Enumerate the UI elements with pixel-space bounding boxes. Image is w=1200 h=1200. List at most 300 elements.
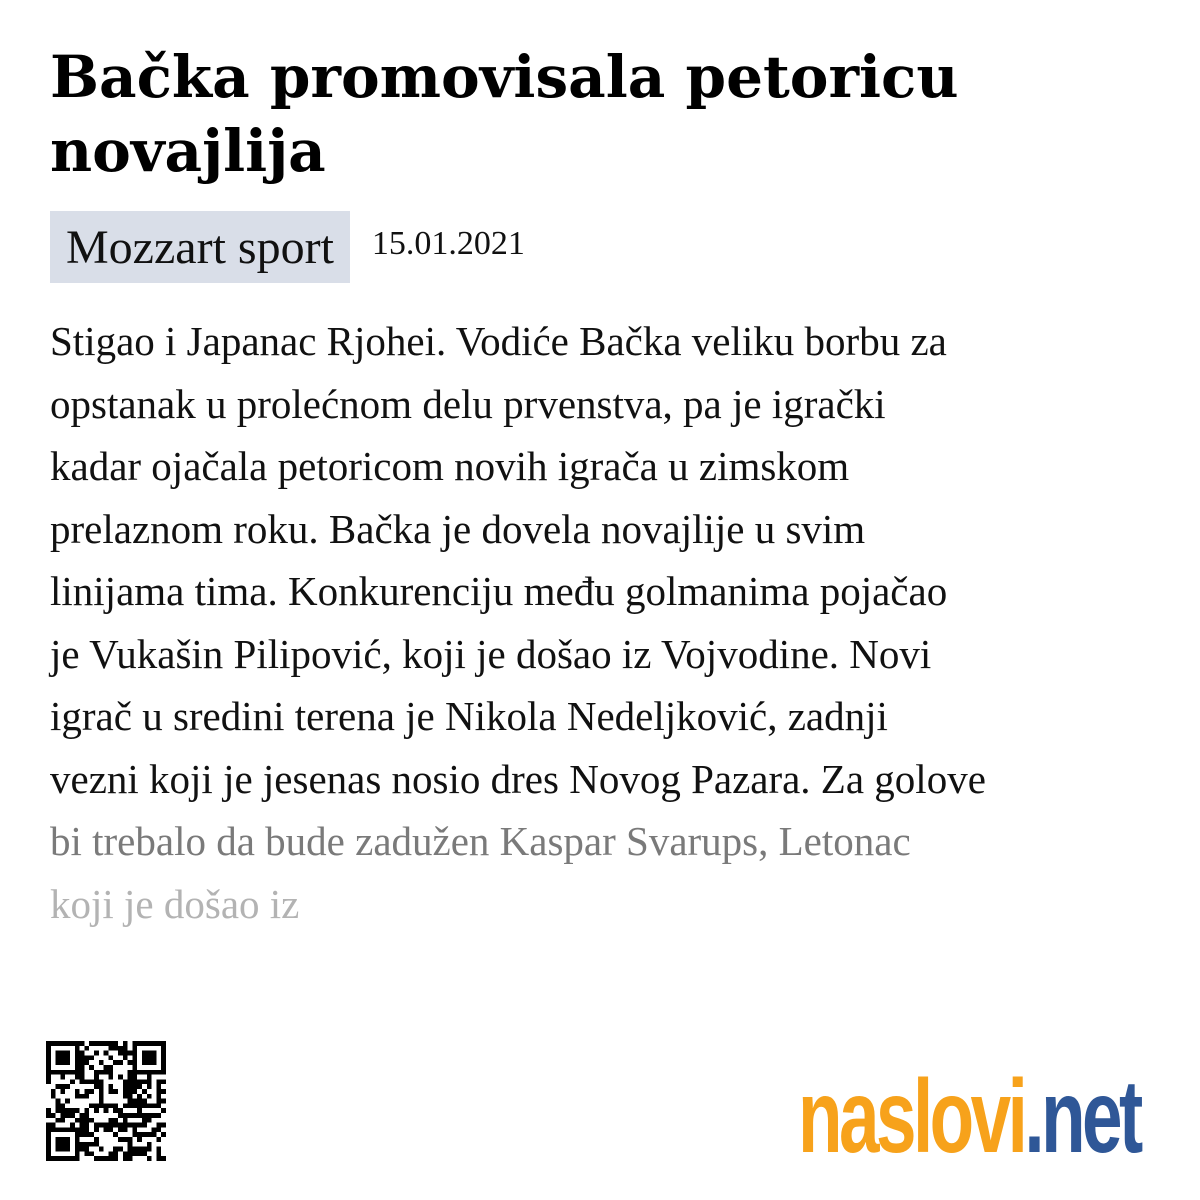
qr-module — [132, 1084, 137, 1089]
qr-module — [132, 1151, 137, 1156]
qr-module — [152, 1041, 157, 1046]
qr-module — [147, 1060, 152, 1065]
qr-module — [94, 1084, 99, 1089]
qr-module — [118, 1108, 123, 1113]
qr-module — [132, 1089, 137, 1094]
qr-module — [75, 1046, 80, 1051]
qr-module — [108, 1103, 113, 1108]
qr-module — [80, 1079, 85, 1084]
qr-module — [89, 1055, 94, 1060]
qr-module — [94, 1079, 99, 1084]
qr-module — [99, 1099, 104, 1104]
qr-module — [113, 1108, 118, 1113]
qr-module — [56, 1070, 61, 1075]
qr-module — [89, 1079, 94, 1084]
article-meta — [50, 211, 525, 283]
qr-module — [65, 1041, 70, 1046]
qr-module — [132, 1075, 137, 1080]
qr-module — [161, 1055, 166, 1060]
qr-module — [65, 1084, 70, 1089]
qr-module — [128, 1051, 133, 1056]
qr-module — [65, 1051, 70, 1056]
qr-module — [128, 1070, 133, 1075]
qr-module — [75, 1151, 80, 1156]
qr-module — [75, 1132, 80, 1137]
qr-module — [46, 1127, 51, 1132]
qr-module — [104, 1065, 109, 1070]
qr-module — [156, 1147, 161, 1152]
qr-module — [123, 1151, 128, 1156]
qr-module — [123, 1084, 128, 1089]
qr-module — [60, 1070, 65, 1075]
qr-module — [70, 1113, 75, 1118]
qr-module — [75, 1051, 80, 1056]
qr-module — [156, 1089, 161, 1094]
qr-code-icon[interactable] — [46, 1038, 166, 1164]
qr-module — [99, 1070, 104, 1075]
qr-module — [113, 1132, 118, 1137]
qr-module — [123, 1123, 128, 1128]
qr-module — [60, 1118, 65, 1123]
publish-date: 15.01.2021 — [371, 225, 525, 262]
qr-module — [56, 1084, 61, 1089]
qr-module — [132, 1079, 137, 1084]
qr-module — [142, 1055, 147, 1060]
qr-module — [156, 1113, 161, 1118]
qr-module — [123, 1156, 128, 1161]
qr-module — [161, 1065, 166, 1070]
qr-module — [108, 1156, 113, 1161]
qr-module — [84, 1089, 89, 1094]
qr-module — [75, 1041, 80, 1046]
qr-module — [132, 1055, 137, 1060]
qr-module — [94, 1075, 99, 1080]
qr-module — [60, 1137, 65, 1142]
qr-module — [80, 1065, 85, 1070]
qr-module — [113, 1089, 118, 1094]
qr-module — [60, 1055, 65, 1060]
qr-module — [113, 1046, 118, 1051]
qr-module — [142, 1089, 147, 1094]
qr-module — [99, 1123, 104, 1128]
qr-module — [56, 1099, 61, 1104]
qr-module — [147, 1084, 152, 1089]
qr-module — [99, 1041, 104, 1046]
qr-module — [156, 1127, 161, 1132]
qr-module — [60, 1142, 65, 1147]
qr-module — [123, 1127, 128, 1132]
qr-module — [46, 1147, 51, 1152]
qr-module — [123, 1137, 128, 1142]
qr-module — [137, 1099, 142, 1104]
qr-module — [156, 1070, 161, 1075]
qr-module — [70, 1070, 75, 1075]
qr-module — [89, 1151, 94, 1156]
qr-module — [84, 1132, 89, 1137]
qr-module — [70, 1123, 75, 1128]
qr-module — [51, 1156, 56, 1161]
qr-module — [137, 1084, 142, 1089]
qr-module — [80, 1113, 85, 1118]
qr-module — [132, 1113, 137, 1118]
qr-module — [56, 1142, 61, 1147]
qr-module — [147, 1070, 152, 1075]
qr-module — [123, 1041, 128, 1046]
qr-module — [161, 1156, 166, 1161]
qr-module — [118, 1137, 123, 1142]
qr-module — [137, 1137, 142, 1142]
qr-module — [104, 1041, 109, 1046]
qr-module — [152, 1060, 157, 1065]
qr-module — [147, 1142, 152, 1147]
qr-module — [108, 1118, 113, 1123]
qr-module — [161, 1089, 166, 1094]
qr-module — [89, 1065, 94, 1070]
qr-module — [65, 1099, 70, 1104]
body-line: je Vukašin Pilipović, koji je došao iz Vojvodine. Novi — [50, 630, 932, 677]
qr-module — [128, 1137, 133, 1142]
qr-module — [94, 1123, 99, 1128]
qr-module — [75, 1156, 80, 1161]
qr-module — [156, 1137, 161, 1142]
qr-module — [142, 1070, 147, 1075]
qr-module — [46, 1041, 51, 1046]
qr-module — [137, 1151, 142, 1156]
qr-module — [51, 1113, 56, 1118]
qr-module — [104, 1108, 109, 1113]
qr-module — [70, 1127, 75, 1132]
body-line-faded: koji je došao iz — [50, 880, 300, 927]
article-body — [50, 310, 1170, 935]
body-line: vezni koji je jesenas nosio dres Novog Pazara. Za golove — [50, 755, 986, 802]
qr-module — [65, 1142, 70, 1147]
qr-module — [123, 1118, 128, 1123]
qr-module — [108, 1151, 113, 1156]
qr-module — [128, 1060, 133, 1065]
qr-module — [80, 1075, 85, 1080]
qr-module — [118, 1046, 123, 1051]
qr-module — [108, 1065, 113, 1070]
qr-module — [65, 1060, 70, 1065]
qr-module — [94, 1156, 99, 1161]
qr-module — [56, 1060, 61, 1065]
qr-module — [156, 1103, 161, 1108]
qr-module — [80, 1123, 85, 1128]
naslovi-logo[interactable] — [798, 1059, 1140, 1175]
qr-module — [60, 1156, 65, 1161]
qr-module — [75, 1127, 80, 1132]
qr-module — [46, 1051, 51, 1056]
qr-module — [65, 1108, 70, 1113]
qr-module — [132, 1147, 137, 1152]
qr-module — [46, 1060, 51, 1065]
qr-module — [161, 1123, 166, 1128]
qr-module — [94, 1108, 99, 1113]
qr-module — [80, 1094, 85, 1099]
qr-module — [128, 1075, 133, 1080]
qr-module — [147, 1113, 152, 1118]
qr-module — [108, 1127, 113, 1132]
qr-module — [156, 1041, 161, 1046]
qr-module — [108, 1070, 113, 1075]
qr-module — [75, 1065, 80, 1070]
qr-module — [60, 1103, 65, 1108]
qr-module — [60, 1060, 65, 1065]
qr-module — [147, 1147, 152, 1152]
qr-module — [70, 1079, 75, 1084]
qr-module — [147, 1094, 152, 1099]
logo-text-main: naslovi — [798, 1059, 1025, 1175]
qr-module — [46, 1142, 51, 1147]
qr-module — [137, 1147, 142, 1152]
qr-module — [123, 1113, 128, 1118]
qr-module — [156, 1084, 161, 1089]
qr-module — [118, 1051, 123, 1056]
source-badge[interactable]: Mozzart sport — [50, 211, 350, 283]
qr-module — [142, 1051, 147, 1056]
qr-module — [128, 1113, 133, 1118]
body-line: linijama tima. Konkurenciju među golmanima pojačao — [50, 568, 948, 614]
qr-module — [46, 1156, 51, 1161]
qr-module — [147, 1055, 152, 1060]
qr-module — [60, 1051, 65, 1056]
qr-module — [60, 1147, 65, 1152]
qr-module — [113, 1156, 118, 1161]
qr-module — [99, 1103, 104, 1108]
qr-module — [156, 1079, 161, 1084]
qr-module — [147, 1041, 152, 1046]
qr-module — [118, 1075, 123, 1080]
qr-module — [80, 1070, 85, 1075]
qr-module — [132, 1132, 137, 1137]
qr-module — [80, 1060, 85, 1065]
body-line: igrač u sredini terena je Nikola Nedeljković, zadnji — [50, 693, 888, 739]
qr-module — [161, 1051, 166, 1056]
qr-module — [75, 1108, 80, 1113]
qr-module — [132, 1103, 137, 1108]
qr-module — [51, 1041, 56, 1046]
qr-module — [152, 1051, 157, 1056]
qr-module — [89, 1041, 94, 1046]
qr-module — [113, 1147, 118, 1152]
qr-module — [99, 1147, 104, 1152]
qr-module — [56, 1118, 61, 1123]
qr-module — [94, 1041, 99, 1046]
qr-module — [161, 1046, 166, 1051]
qr-module — [75, 1070, 80, 1075]
qr-module — [104, 1156, 109, 1161]
qr-module — [56, 1108, 61, 1113]
qr-module — [89, 1118, 94, 1123]
qr-module — [46, 1070, 51, 1075]
body-line: opstanak u prolećnom delu prvenstva, pa je igrački — [50, 380, 886, 427]
qr-module — [137, 1108, 142, 1113]
qr-module — [147, 1075, 152, 1080]
qr-module — [128, 1147, 133, 1152]
qr-module — [70, 1041, 75, 1046]
qr-module — [132, 1051, 137, 1056]
qr-module — [118, 1147, 123, 1152]
qr-module — [142, 1079, 147, 1084]
qr-module — [161, 1041, 166, 1046]
qr-module — [65, 1070, 70, 1075]
qr-module — [147, 1103, 152, 1108]
logo-text-tld: .net — [1024, 1059, 1140, 1175]
body-line: prelaznom roku. Bačka je dovela novajlije u svim — [50, 505, 866, 552]
qr-module — [84, 1118, 89, 1123]
qr-module — [84, 1147, 89, 1152]
qr-module — [80, 1055, 85, 1060]
qr-module — [70, 1108, 75, 1113]
qr-module — [137, 1070, 142, 1075]
qr-module — [123, 1089, 128, 1094]
qr-module — [75, 1137, 80, 1142]
qr-module — [75, 1055, 80, 1060]
qr-module — [94, 1103, 99, 1108]
qr-module — [84, 1108, 89, 1113]
qr-module — [89, 1132, 94, 1137]
qr-module — [137, 1123, 142, 1128]
qr-module — [152, 1113, 157, 1118]
qr-module — [108, 1046, 113, 1051]
qr-module — [94, 1137, 99, 1142]
qr-module — [137, 1041, 142, 1046]
qr-module — [51, 1070, 56, 1075]
qr-module — [99, 1089, 104, 1094]
qr-module — [128, 1156, 133, 1161]
qr-module — [137, 1113, 142, 1118]
qr-module — [84, 1151, 89, 1156]
qr-module — [46, 1046, 51, 1051]
qr-module — [152, 1132, 157, 1137]
qr-module — [51, 1127, 56, 1132]
qr-module — [65, 1127, 70, 1132]
qr-module — [108, 1089, 113, 1094]
qr-module — [80, 1127, 85, 1132]
qr-module — [128, 1089, 133, 1094]
qr-module — [56, 1055, 61, 1060]
qr-module — [132, 1127, 137, 1132]
qr-module — [128, 1151, 133, 1156]
qr-module — [65, 1113, 70, 1118]
qr-module — [46, 1079, 51, 1084]
qr-module — [56, 1156, 61, 1161]
body-line-faded: bi trebalo da bude zadužen Kaspar Svarups, Letonac — [50, 818, 911, 864]
qr-module — [75, 1147, 80, 1152]
qr-module — [137, 1094, 142, 1099]
qr-module — [89, 1103, 94, 1108]
qr-module — [142, 1123, 147, 1128]
qr-module — [156, 1099, 161, 1104]
qr-module — [123, 1055, 128, 1060]
qr-module — [75, 1094, 80, 1099]
qr-module — [156, 1123, 161, 1128]
qr-module — [60, 1041, 65, 1046]
qr-module — [99, 1156, 104, 1161]
qr-module — [118, 1123, 123, 1128]
qr-module — [108, 1123, 113, 1128]
qr-module — [161, 1060, 166, 1065]
qr-module — [80, 1142, 85, 1147]
qr-module — [142, 1060, 147, 1065]
qr-module — [56, 1051, 61, 1056]
qr-module — [46, 1065, 51, 1070]
qr-module — [84, 1142, 89, 1147]
qr-module — [137, 1103, 142, 1108]
qr-module — [152, 1055, 157, 1060]
qr-module — [152, 1103, 157, 1108]
qr-module — [84, 1060, 89, 1065]
qr-module — [132, 1065, 137, 1070]
qr-module — [137, 1079, 142, 1084]
qr-module — [147, 1079, 152, 1084]
qr-module — [46, 1151, 51, 1156]
qr-module — [104, 1070, 109, 1075]
qr-module — [84, 1127, 89, 1132]
qr-module — [118, 1113, 123, 1118]
qr-module — [132, 1041, 137, 1046]
qr-module — [46, 1137, 51, 1142]
qr-module — [147, 1156, 152, 1161]
qr-module — [152, 1127, 157, 1132]
qr-module — [94, 1127, 99, 1132]
qr-module — [128, 1079, 133, 1084]
qr-module — [84, 1055, 89, 1060]
qr-module — [60, 1108, 65, 1113]
qr-module — [128, 1103, 133, 1108]
qr-module — [142, 1041, 147, 1046]
qr-module — [99, 1060, 104, 1065]
qr-module — [142, 1132, 147, 1137]
qr-module — [132, 1123, 137, 1128]
qr-module — [60, 1113, 65, 1118]
qr-module — [46, 1132, 51, 1137]
qr-module — [123, 1094, 128, 1099]
qr-module — [156, 1151, 161, 1156]
qr-module — [84, 1079, 89, 1084]
qr-module — [156, 1094, 161, 1099]
qr-module — [113, 1151, 118, 1156]
qr-module — [132, 1060, 137, 1065]
qr-module — [94, 1142, 99, 1147]
qr-module — [75, 1118, 80, 1123]
qr-module — [89, 1089, 94, 1094]
qr-module — [75, 1060, 80, 1065]
qr-module — [75, 1142, 80, 1147]
qr-module — [128, 1123, 133, 1128]
qr-module — [147, 1118, 152, 1123]
qr-module — [56, 1147, 61, 1152]
qr-module — [161, 1108, 166, 1113]
qr-module — [80, 1132, 85, 1137]
qr-module — [142, 1099, 147, 1104]
qr-module — [65, 1156, 70, 1161]
qr-module — [113, 1123, 118, 1128]
article-title: Bačka promovisala petoricu novajlija — [50, 43, 959, 185]
qr-module — [80, 1051, 85, 1056]
qr-module — [46, 1123, 51, 1128]
qr-module — [65, 1137, 70, 1142]
qr-module — [123, 1051, 128, 1056]
qr-module — [46, 1113, 51, 1118]
qr-module — [94, 1070, 99, 1075]
qr-module — [51, 1123, 56, 1128]
qr-module — [51, 1089, 56, 1094]
qr-module — [161, 1079, 166, 1084]
qr-module — [80, 1041, 85, 1046]
qr-module — [142, 1103, 147, 1108]
qr-module — [84, 1123, 89, 1128]
